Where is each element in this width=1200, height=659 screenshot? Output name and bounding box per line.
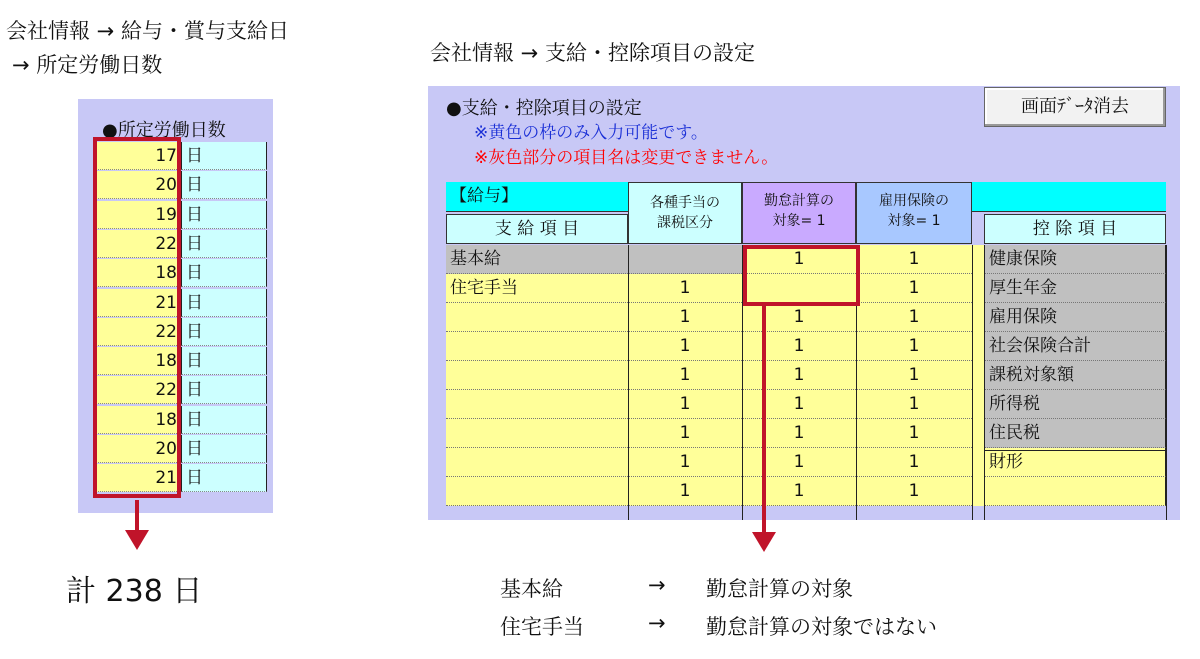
grid-line [972, 245, 973, 520]
deduct-item-cell[interactable] [984, 477, 1166, 506]
employment-ins-cell[interactable]: 1 [856, 274, 972, 303]
day-unit-label: 日 [181, 201, 267, 229]
left-caption-line1: 会社情報 → 給与・賞与支給日 [6, 19, 289, 43]
working-days-input[interactable]: 21 [93, 464, 181, 492]
deduct-item-cell: 雇用保険 [984, 303, 1166, 332]
attendance-header [742, 182, 856, 244]
settings-title: ●支給・控除項目の設定 [446, 98, 642, 119]
spacer-cell [972, 332, 984, 361]
note-gray-fixed: ※灰色部分の項目名は変更できません。 [474, 148, 779, 168]
arrow-down-line [135, 500, 139, 532]
tax-class-cell[interactable]: 1 [628, 274, 742, 303]
deduct-header-band [972, 182, 1166, 212]
legend-item-1: 基本給 [500, 577, 563, 601]
left-caption-line2: → 所定労働日数 [12, 53, 163, 77]
employment-ins-header-line2: 対象= 1 [887, 213, 941, 229]
attendance-cell[interactable]: 1 [742, 303, 856, 332]
employment-ins-cell[interactable]: 1 [856, 390, 972, 419]
attendance-cell[interactable]: 1 [742, 332, 856, 361]
pay-item-cell[interactable] [446, 390, 628, 419]
legend-arrow-2: → [648, 611, 666, 635]
spacer-cell [972, 303, 984, 332]
pay-item-cell[interactable] [446, 332, 628, 361]
working-days-input[interactable]: 22 [93, 230, 181, 258]
working-days-input[interactable]: 18 [93, 259, 181, 287]
pay-item-cell[interactable] [446, 448, 628, 477]
employment-ins-cell[interactable]: 1 [856, 303, 972, 332]
clear-screen-data-button[interactable]: 画面ﾃﾞｰﾀ消去 [984, 87, 1166, 127]
attendance-header-line2: 対象= 1 [772, 213, 826, 229]
day-unit-label: 日 [181, 318, 267, 346]
tax-class-header-line2: 課税区分 [657, 215, 713, 231]
working-days-input[interactable]: 18 [93, 406, 181, 434]
highlight-box-days [93, 137, 181, 498]
working-days-input[interactable]: 20 [93, 435, 181, 463]
deduct-item-header: 控 除 項 目 [984, 214, 1166, 244]
day-unit-label: 日 [181, 406, 267, 434]
tax-class-cell[interactable]: 1 [628, 477, 742, 506]
tax-class-cell [628, 245, 742, 274]
pay-item-cell[interactable] [446, 303, 628, 332]
day-unit-label: 日 [181, 259, 267, 287]
deduct-item-cell: 住民税 [984, 419, 1166, 448]
deduct-item-cell: 所得税 [984, 390, 1166, 419]
legend-item-2: 住宅手当 [500, 615, 584, 639]
employment-ins-cell[interactable]: 1 [856, 448, 972, 477]
day-unit-label: 日 [181, 230, 267, 258]
attendance-header-line1: 勤怠計算の [764, 193, 834, 209]
tax-class-header-line1: 各種手当の [650, 195, 720, 211]
deduct-item-cell: 社会保険合計 [984, 332, 1166, 361]
employment-ins-cell[interactable]: 1 [856, 332, 972, 361]
arrow-down-icon [125, 530, 149, 550]
employment-ins-cell[interactable]: 1 [856, 477, 972, 506]
spacer-cell [972, 419, 984, 448]
grid-line [984, 245, 985, 520]
employment-ins-header [856, 182, 972, 244]
day-unit-label: 日 [181, 376, 267, 404]
legend-desc-2: 勤怠計算の対象ではない [706, 615, 937, 639]
spacer-cell [972, 390, 984, 419]
pay-item-cell: 基本給 [446, 245, 628, 274]
employment-ins-header-line1: 雇用保険の [879, 193, 949, 209]
tax-class-cell[interactable]: 1 [628, 332, 742, 361]
spacer-cell [972, 448, 984, 477]
attendance-cell[interactable]: 1 [742, 477, 856, 506]
day-unit-label: 日 [181, 142, 267, 170]
pay-item-cell[interactable] [446, 419, 628, 448]
employment-ins-cell[interactable]: 1 [856, 419, 972, 448]
spacer-cell [972, 274, 984, 303]
working-days-input[interactable]: 20 [93, 171, 181, 199]
arrow-down-line [762, 306, 766, 534]
grid-line [628, 245, 629, 520]
grid-line [984, 450, 1166, 451]
deduct-item-cell[interactable]: 財形 [984, 448, 1166, 477]
working-days-input[interactable]: 22 [93, 376, 181, 404]
tax-class-cell[interactable]: 1 [628, 419, 742, 448]
deduct-item-cell: 厚生年金 [984, 274, 1166, 303]
attendance-cell[interactable]: 1 [742, 390, 856, 419]
spacer-cell [972, 477, 984, 506]
attendance-cell[interactable]: 1 [742, 245, 856, 274]
tax-class-cell[interactable]: 1 [628, 390, 742, 419]
day-unit-label: 日 [181, 289, 267, 317]
working-days-input[interactable]: 21 [93, 289, 181, 317]
pay-item-header: 支 給 項 目 [446, 214, 628, 244]
tax-class-cell[interactable]: 1 [628, 361, 742, 390]
note-yellow-input: ※黄色の枠のみ入力可能です。 [474, 123, 708, 143]
tax-class-header [628, 182, 742, 244]
grid-line [1166, 245, 1167, 520]
tax-class-cell[interactable]: 1 [628, 303, 742, 332]
working-days-input[interactable]: 18 [93, 347, 181, 375]
total-days: 計 238 日 [66, 574, 203, 609]
attendance-cell[interactable]: 1 [742, 419, 856, 448]
day-unit-label: 日 [181, 464, 267, 492]
deduct-item-cell: 健康保険 [984, 245, 1166, 274]
attendance-cell[interactable]: 1 [742, 361, 856, 390]
highlight-box-attendance [743, 245, 860, 306]
day-unit-label: 日 [181, 435, 267, 463]
working-days-input[interactable]: 17 [93, 142, 181, 170]
spacer-cell [972, 245, 984, 274]
day-unit-label: 日 [181, 171, 267, 199]
pay-item-cell[interactable] [446, 361, 628, 390]
legend-arrow-1: → [648, 573, 666, 597]
employment-ins-cell[interactable]: 1 [856, 361, 972, 390]
section-header: 【給与】 [446, 182, 628, 212]
working-days-title: ●所定労働日数 [102, 120, 226, 141]
attendance-cell[interactable]: 1 [742, 448, 856, 477]
deduct-item-cell: 課税対象額 [984, 361, 1166, 390]
legend-desc-1: 勤怠計算の対象 [706, 577, 853, 601]
day-unit-label: 日 [181, 347, 267, 375]
pay-item-cell[interactable] [446, 477, 628, 506]
right-caption: 会社情報 → 支給・控除項目の設定 [430, 41, 755, 65]
tax-class-cell[interactable]: 1 [628, 448, 742, 477]
working-days-input[interactable]: 22 [93, 318, 181, 346]
spacer-cell [972, 361, 984, 390]
arrow-down-icon [752, 532, 776, 552]
employment-ins-cell[interactable]: 1 [856, 245, 972, 274]
pay-item-cell[interactable]: 住宅手当 [446, 274, 628, 303]
working-days-input[interactable]: 19 [93, 201, 181, 229]
